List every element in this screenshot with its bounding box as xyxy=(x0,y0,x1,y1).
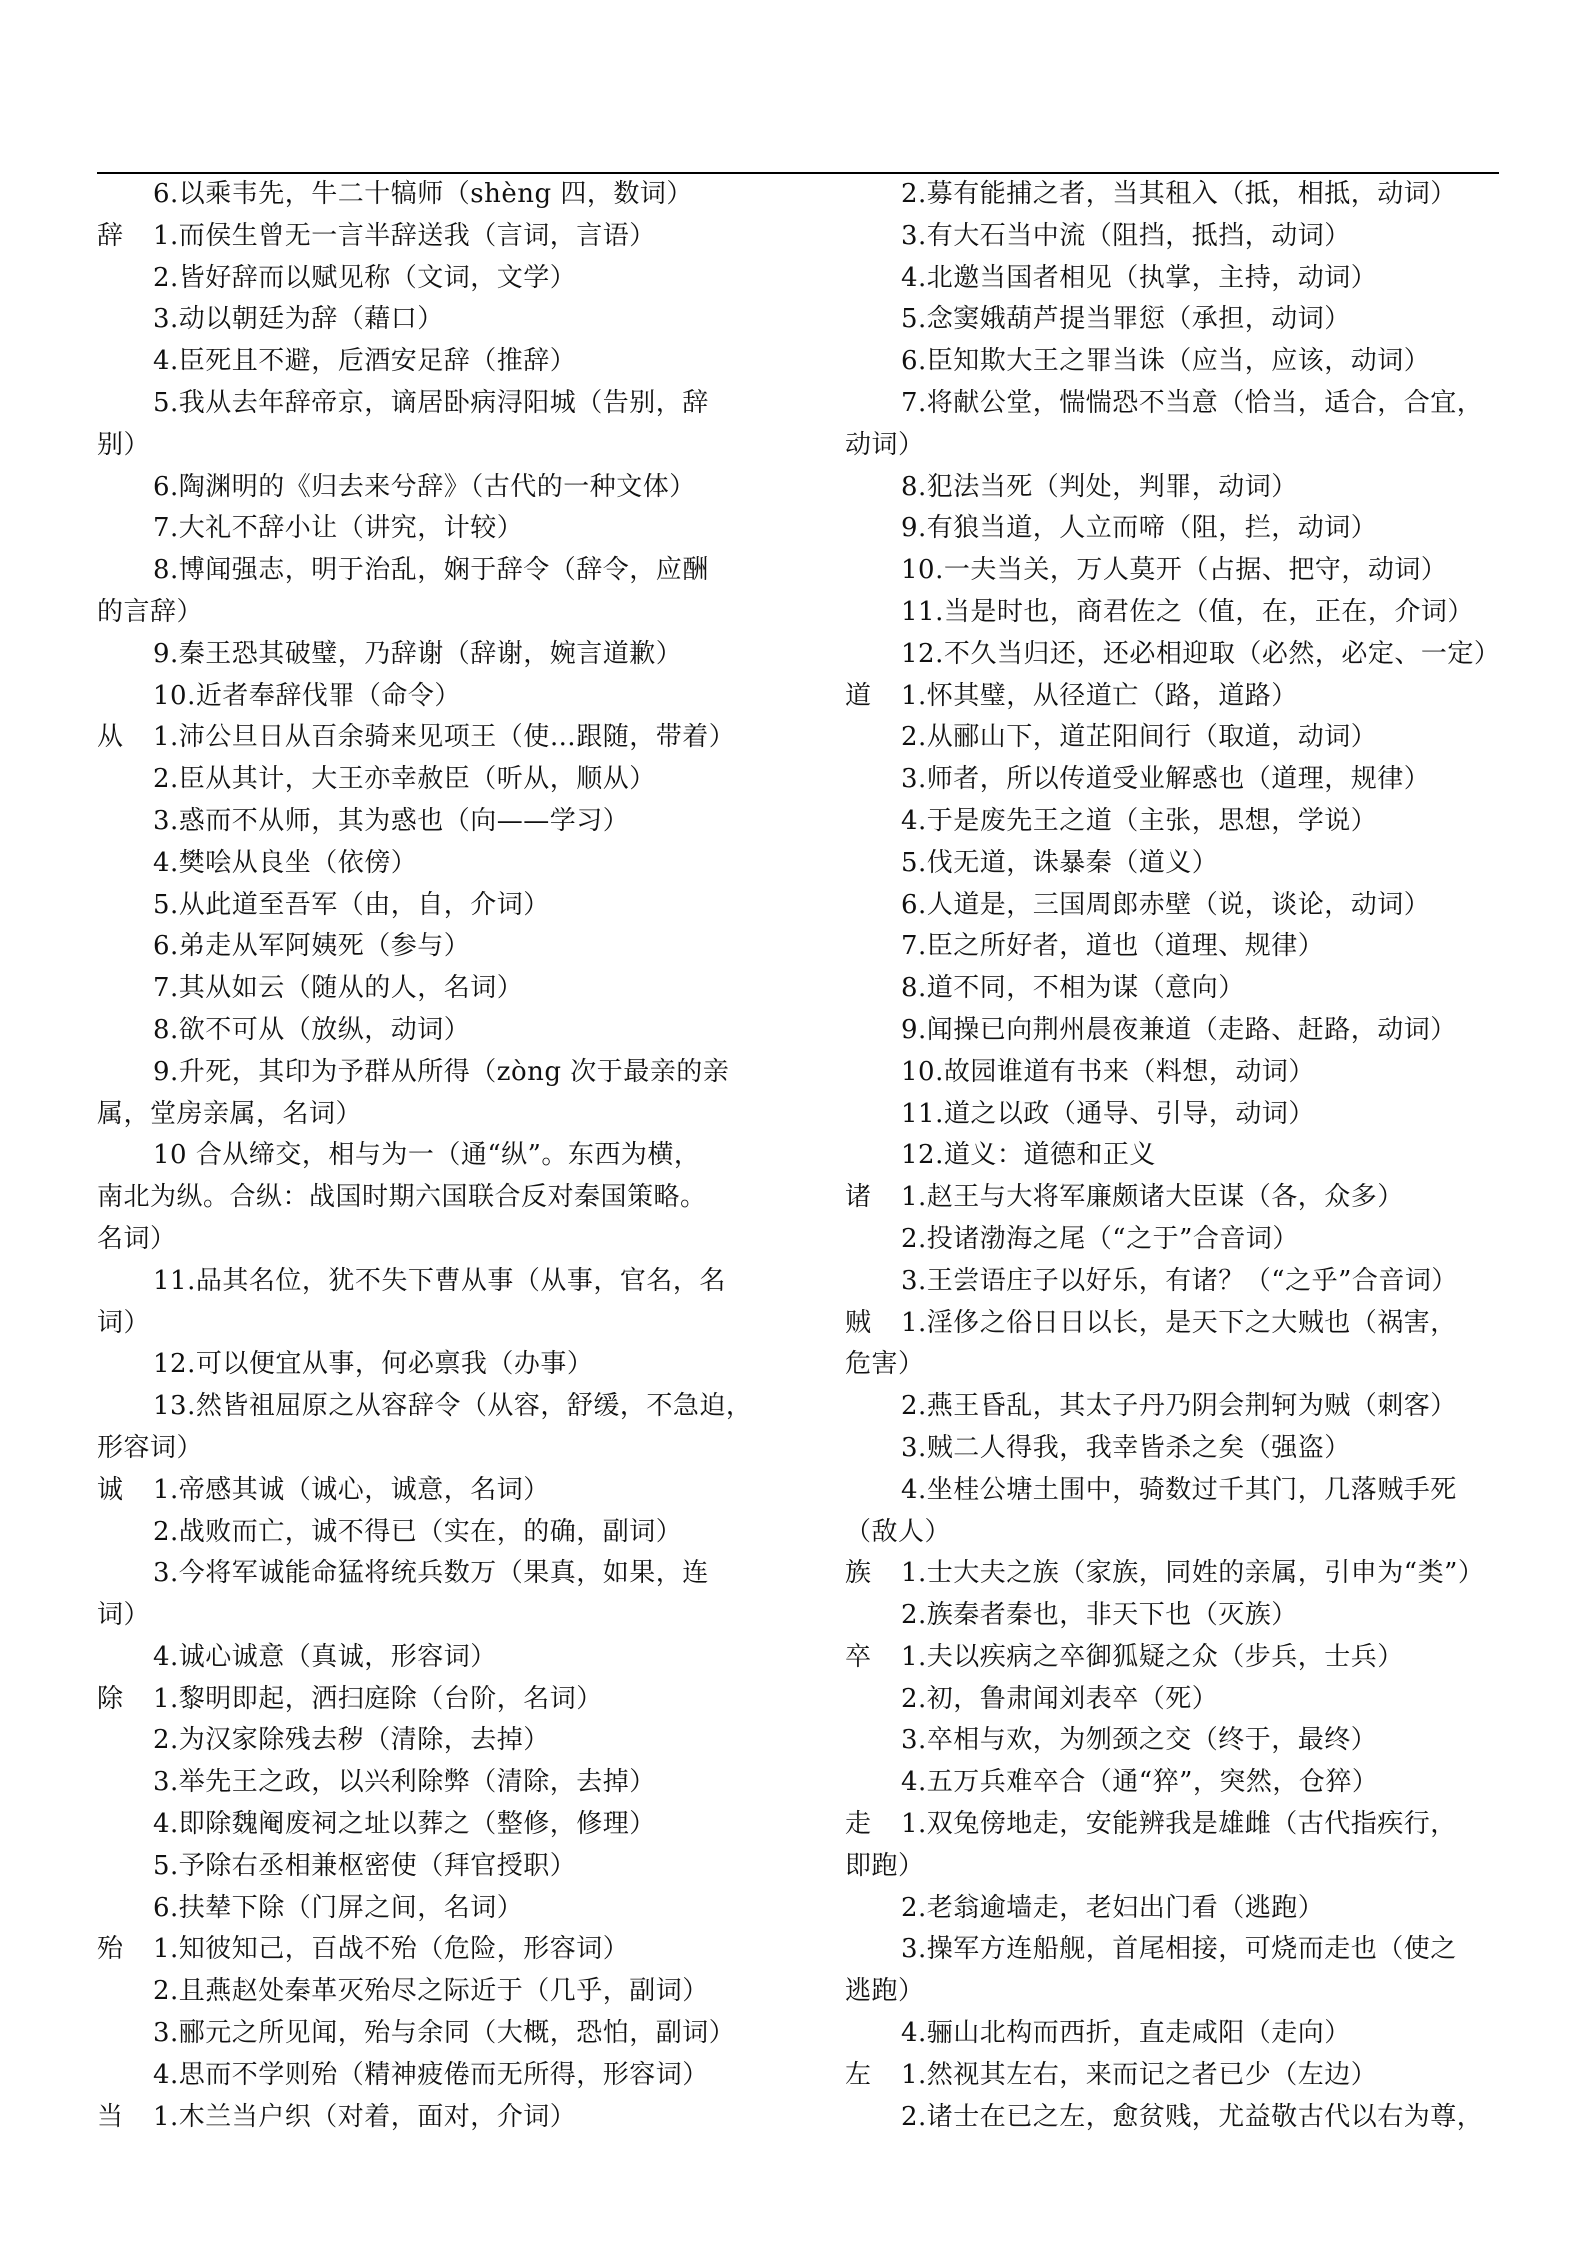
entry-text: 4.五万兵难卒合（通“猝”，突然，仓猝） xyxy=(901,1767,1379,1798)
continuation-line xyxy=(845,425,1503,467)
entry-text: 6.扶辇下除（门屏之间，名词） xyxy=(153,1892,524,1923)
entry-text: 5.我从去年辞帝京，谪居卧病浔阳城（告别，辞 xyxy=(153,387,709,418)
entry-text: 9.有狼当道，人立而啼（阻，拦，动词） xyxy=(901,513,1378,544)
headword: 殆 xyxy=(97,1934,124,1965)
entry-text: 即跑） xyxy=(845,1850,925,1881)
entry-text: 动词） xyxy=(845,429,925,460)
sense-entry xyxy=(845,1470,1503,1512)
continuation-line xyxy=(97,1595,755,1637)
sense-entry xyxy=(845,1679,1503,1721)
entry-text: 4.樊哙从良坐（依傍） xyxy=(153,847,418,878)
sense-entry xyxy=(97,2013,755,2055)
sense-entry xyxy=(845,801,1503,843)
continuation-line xyxy=(97,1303,755,1345)
entry-text: 2.族秦者秦也，非天下也（灭族） xyxy=(901,1600,1298,1631)
sense-entry xyxy=(845,216,1503,258)
sense-entry xyxy=(97,550,755,592)
sense-entry xyxy=(845,592,1503,634)
entry-text: 4.坐桂公塘土围中，骑数过千其门，几落贼手死 xyxy=(901,1474,1457,1505)
entry-text: 词） xyxy=(97,1307,151,1338)
entry-text: 3.师者，所以传道受业解惑也（道理，规律） xyxy=(901,764,1431,795)
sense-entry xyxy=(845,1261,1503,1303)
sense-entry xyxy=(97,676,755,718)
entry-text: 1.双兔傍地走，安能辨我是雄雌（古代指疾行， xyxy=(901,1809,1457,1840)
sense-entry xyxy=(845,1428,1503,1470)
entry-text: 4.即除魏阉废祠之址以葬之（整修，修理） xyxy=(153,1809,656,1840)
entry-text: 4.思而不学则殆（精神疲倦而无所得，形容词） xyxy=(153,2059,709,2090)
entry-text: 危害） xyxy=(845,1349,925,1380)
entry-text: 2.燕王昏乱，其太子丹乃阴会荆轲为贼（刺客） xyxy=(901,1391,1457,1422)
entry-text: 9.秦王恐其破璧，乃辞谢（辞谢，婉言道歉） xyxy=(153,638,683,669)
entry-text: 10.一夫当关，万人莫开（占据、把守，动词） xyxy=(901,555,1448,586)
sense-entry xyxy=(97,1010,755,1052)
sense-entry xyxy=(97,634,755,676)
sense-entry xyxy=(97,299,755,341)
entry-text: 3.惑而不从师，其为惑也（向——学习） xyxy=(153,805,630,836)
headword-entry xyxy=(845,1303,1503,1345)
entry-text: 6.人道是，三国周郎赤壁（说，谈论，动词） xyxy=(901,889,1431,920)
sense-entry xyxy=(97,1971,755,2013)
entry-text: 9.闻操已向荆州晨夜兼道（走路、赶路，动词） xyxy=(901,1014,1457,1045)
left-column xyxy=(97,174,755,2138)
entry-text: 1.而侯生曾无一言半辞送我（言词，言语） xyxy=(153,220,656,251)
entry-text: 2.初，鲁肃闻刘表卒（死） xyxy=(901,1683,1219,1714)
headword-entry xyxy=(845,1177,1503,1219)
entry-text: 12.道义：道德和正义 xyxy=(901,1140,1156,1171)
sense-entry xyxy=(97,1804,755,1846)
entry-text: 5.从此道至吾军（由，自，介词） xyxy=(153,889,550,920)
sense-entry xyxy=(97,843,755,885)
sense-entry xyxy=(97,1888,755,1930)
headword-entry xyxy=(97,1929,755,1971)
headword-entry xyxy=(97,2097,755,2139)
entry-text: 9.升死，其印为予群从所得（zòng 次于最亲的亲 xyxy=(153,1056,730,1087)
sense-entry xyxy=(845,1135,1503,1177)
headword: 道 xyxy=(845,680,872,711)
headword-entry xyxy=(97,1470,755,1512)
entry-text: 3.今将军诚能命猛将统兵数万（果真，如果，连 xyxy=(153,1558,709,1589)
sense-entry xyxy=(845,1762,1503,1804)
entry-text: 属，堂房亲属，名词） xyxy=(97,1098,363,1129)
sense-entry xyxy=(97,1344,755,1386)
entry-text: 10 合从缔交，相与为一（通“纵”。东西为横， xyxy=(153,1140,701,1171)
sense-entry xyxy=(97,467,755,509)
entry-text: 12.可以便宜从事，何必禀我（办事） xyxy=(153,1349,594,1380)
entry-text: 8.欲不可从（放纵，动词） xyxy=(153,1014,471,1045)
entry-text: 4.北邀当国者相见（执掌，主持，动词） xyxy=(901,262,1378,293)
sense-entry xyxy=(845,1929,1503,1971)
entry-text: 逃跑） xyxy=(845,1976,925,2007)
entry-text: 5.伐无道，诛暴秦（道义） xyxy=(901,847,1219,878)
entry-text: 7.将献公堂，惴惴恐不当意（恰当，适合，合宜， xyxy=(901,387,1484,418)
entry-text: 3.操军方连船舰，首尾相接，可烧而走也（使之 xyxy=(901,1934,1457,1965)
sense-entry xyxy=(845,299,1503,341)
headword: 走 xyxy=(845,1809,872,1840)
entry-text: 2.战败而亡，诚不得已（实在，的确，副词） xyxy=(153,1516,683,1547)
entry-text: 4.诚心诚意（真诚，形容词） xyxy=(153,1641,497,1672)
continuation-line xyxy=(97,592,755,634)
continuation-line xyxy=(845,1846,1503,1888)
entry-text: 6.以乘韦先，牛二十犒师（shèng 四，数词） xyxy=(153,179,693,209)
sense-entry xyxy=(97,174,755,216)
entry-text: 3.举先王之政，以兴利除弊（清除，去掉） xyxy=(153,1767,656,1798)
sense-entry xyxy=(845,926,1503,968)
entry-text: 7.其从如云（随从的人，名词） xyxy=(153,973,524,1004)
sense-entry xyxy=(97,885,755,927)
sense-entry xyxy=(845,2013,1503,2055)
entry-text: 4.臣死且不避，卮酒安足辞（推辞） xyxy=(153,346,577,377)
entry-text: 1.木兰当户织（对着，面对，介词） xyxy=(153,2101,577,2132)
entry-text: 6.陶渊明的《归去来兮辞》（古代的一种文体） xyxy=(153,471,696,502)
headword: 卒 xyxy=(845,1641,872,1672)
entry-text: 1.怀其璧，从径道亡（路，道路） xyxy=(901,680,1298,711)
entry-text: 5.予除右丞相兼枢密使（拜官授职） xyxy=(153,1850,577,1881)
entry-text: 2.诸士在已之左，愈贫贱，尤益敬古代以右为尊， xyxy=(901,2101,1484,2132)
sense-entry xyxy=(845,174,1503,216)
entry-text: 7.臣之所好者，道也（道理、规律） xyxy=(901,931,1325,962)
sense-entry xyxy=(97,341,755,383)
sense-entry xyxy=(845,1094,1503,1136)
sense-entry xyxy=(97,1553,755,1595)
sense-entry xyxy=(97,1261,755,1303)
headword-entry xyxy=(845,1804,1503,1846)
entry-text: 2.投诸渤海之尾（“之于”合音词） xyxy=(901,1223,1299,1254)
sense-entry xyxy=(845,508,1503,550)
sense-entry xyxy=(97,801,755,843)
sense-entry xyxy=(845,1052,1503,1094)
headword: 除 xyxy=(97,1683,124,1714)
entry-text: 3.贼二人得我，我幸皆杀之矣（强盗） xyxy=(901,1432,1351,1463)
entry-text: 6.弟走从军阿姨死（参与） xyxy=(153,931,471,962)
headword-entry xyxy=(845,676,1503,718)
headword: 辞 xyxy=(97,220,124,251)
entry-text: 别） xyxy=(97,429,151,460)
headword-entry xyxy=(845,2055,1503,2097)
continuation-line xyxy=(97,1219,755,1261)
headword: 诸 xyxy=(845,1182,872,1213)
sense-entry xyxy=(845,1595,1503,1637)
sense-entry xyxy=(97,1386,755,1428)
continuation-line xyxy=(97,425,755,467)
entry-text: 11.道之以政（通导、引导，动词） xyxy=(901,1098,1315,1129)
entry-text: 12.不久当归还，还必相迎取（必然，必定、一定） xyxy=(901,638,1501,669)
sense-entry xyxy=(845,1010,1503,1052)
entry-text: 3.动以朝廷为辞（藉口） xyxy=(153,304,444,335)
entry-text: 1.黎明即起，洒扫庭除（台阶，名词） xyxy=(153,1683,603,1714)
entry-text: 1.知彼知己，百战不殆（危险，形容词） xyxy=(153,1934,630,1965)
headword: 族 xyxy=(845,1558,872,1589)
sense-entry xyxy=(97,258,755,300)
entry-text: 10.近者奉辞伐罪（命令） xyxy=(153,680,461,711)
headword-entry xyxy=(845,1637,1503,1679)
sense-entry xyxy=(845,759,1503,801)
sense-entry xyxy=(845,550,1503,592)
entry-text: 的言辞） xyxy=(97,596,204,627)
headword: 从 xyxy=(97,722,124,753)
continuation-line xyxy=(845,1344,1503,1386)
entry-text: 7.大礼不辞小让（讲究，计较） xyxy=(153,513,524,544)
entry-text: 11.当是时也，商君佐之（值，在，正在，介词） xyxy=(901,596,1474,627)
entry-text: 10.故园谁道有书来（料想，动词） xyxy=(901,1056,1315,1087)
headword: 当 xyxy=(97,2101,124,2132)
continuation-line xyxy=(97,1428,755,1470)
entry-text: 4.于是废先王之道（主张，思想，学说） xyxy=(901,805,1378,836)
right-column xyxy=(845,174,1503,2138)
entry-text: 1.夫以疾病之卒御狐疑之众（步兵，士兵） xyxy=(901,1641,1404,1672)
sense-entry xyxy=(845,1386,1503,1428)
sense-entry xyxy=(845,258,1503,300)
entry-text: 词） xyxy=(97,1600,151,1631)
entry-text: 3.郦元之所见闻，殆与余同（大概，恐怕，副词） xyxy=(153,2018,736,2049)
sense-entry xyxy=(845,1888,1503,1930)
entry-text: 3.有大石当中流（阻挡，抵挡，动词） xyxy=(901,220,1351,251)
entry-text: 8.博闻强志，明于治乱，娴于辞令（辞令，应酬 xyxy=(153,555,709,586)
sense-entry xyxy=(845,467,1503,509)
sense-entry xyxy=(97,2055,755,2097)
sense-entry xyxy=(97,1135,755,1177)
continuation-line xyxy=(97,1177,755,1219)
entry-text: 4.骊山北构而西折，直走咸阳（走向） xyxy=(901,2018,1351,2049)
sense-entry xyxy=(845,1720,1503,1762)
entry-text: 1.赵王与大将军廉颇诸大臣谋（各，众多） xyxy=(901,1182,1404,1213)
sense-entry xyxy=(97,1052,755,1094)
sense-entry xyxy=(97,1846,755,1888)
sense-entry xyxy=(97,1762,755,1804)
entry-text: 3.卒相与欢，为刎颈之交（终于，最终） xyxy=(901,1725,1378,1756)
entry-text: 2.且燕赵处秦革灭殆尽之际近于（几乎，副词） xyxy=(153,1976,709,2007)
sense-entry xyxy=(845,1219,1503,1261)
entry-text: 8.犯法当死（判处，判罪，动词） xyxy=(901,471,1298,502)
entry-text: 1.淫侈之俗日日以长，是天下之大贼也（祸害， xyxy=(901,1307,1457,1338)
sense-entry xyxy=(97,1720,755,1762)
sense-entry xyxy=(97,383,755,425)
sense-entry xyxy=(845,717,1503,759)
entry-text: 2.臣从其计，大王亦幸赦臣（听从，顺从） xyxy=(153,764,656,795)
entry-text: 8.道不同，不相为谋（意向） xyxy=(901,973,1245,1004)
sense-entry xyxy=(97,1637,755,1679)
entry-text: 5.念窦娥葫芦提当罪愆（承担，动词） xyxy=(901,304,1351,335)
entry-text: 1.士大夫之族（家族，同姓的亲属，引申为“类”） xyxy=(901,1558,1485,1589)
sense-entry xyxy=(845,968,1503,1010)
entry-text: 2.为汉家除残去秽（清除，去掉） xyxy=(153,1725,550,1756)
headword: 贼 xyxy=(845,1307,872,1338)
entry-text: 3.王尝语庄子以好乐，有诸？（“之乎”合音词） xyxy=(901,1265,1458,1296)
entry-text: 2.老翁逾墙走，老妇出门看（逃跑） xyxy=(901,1892,1325,1923)
headword-entry xyxy=(97,1679,755,1721)
entry-text: 6.臣知欺大王之罪当诛（应当，应该，动词） xyxy=(901,346,1431,377)
entry-text: 2.募有能捕之者，当其租入（抵，相抵，动词） xyxy=(901,179,1457,209)
sense-entry xyxy=(845,341,1503,383)
entry-text: 11.品其名位，犹不失下曹从事（从事，官名，名 xyxy=(153,1265,726,1296)
headword-entry xyxy=(845,1553,1503,1595)
headword-entry xyxy=(97,717,755,759)
entry-text: （敌人） xyxy=(845,1516,952,1547)
sense-entry xyxy=(97,968,755,1010)
entry-text: 南北为纵。合纵：战国时期六国联合反对秦国策略。 xyxy=(97,1182,707,1213)
headword-entry xyxy=(97,216,755,258)
continuation-line xyxy=(845,1971,1503,2013)
entry-text: 1.然视其左右，来而记之者已少（左边） xyxy=(901,2059,1378,2090)
sense-entry xyxy=(845,634,1503,676)
sense-entry xyxy=(845,885,1503,927)
headword: 诚 xyxy=(97,1474,124,1505)
entry-text: 形容词） xyxy=(97,1432,204,1463)
sense-entry xyxy=(845,383,1503,425)
entry-text: 名词） xyxy=(97,1223,177,1254)
sense-entry xyxy=(97,926,755,968)
continuation-line xyxy=(845,1512,1503,1554)
sense-entry xyxy=(97,759,755,801)
entry-text: 2.皆好辞而以赋见称（文词，文学） xyxy=(153,262,577,293)
entry-text: 2.从郦山下，道芷阳间行（取道，动词） xyxy=(901,722,1378,753)
continuation-line xyxy=(97,1094,755,1136)
sense-entry xyxy=(845,843,1503,885)
sense-entry xyxy=(845,2097,1503,2139)
sense-entry xyxy=(97,508,755,550)
entry-text: 1.帝感其诚（诚心，诚意，名词） xyxy=(153,1474,550,1505)
entry-text: 1.沛公旦日从百余骑来见项王（使…跟随，带着） xyxy=(153,722,736,753)
headword: 左 xyxy=(845,2059,872,2090)
entry-text: 13.然皆祖屈原之从容辞令（从容，舒缓，不急迫， xyxy=(153,1391,753,1422)
sense-entry xyxy=(97,1512,755,1554)
